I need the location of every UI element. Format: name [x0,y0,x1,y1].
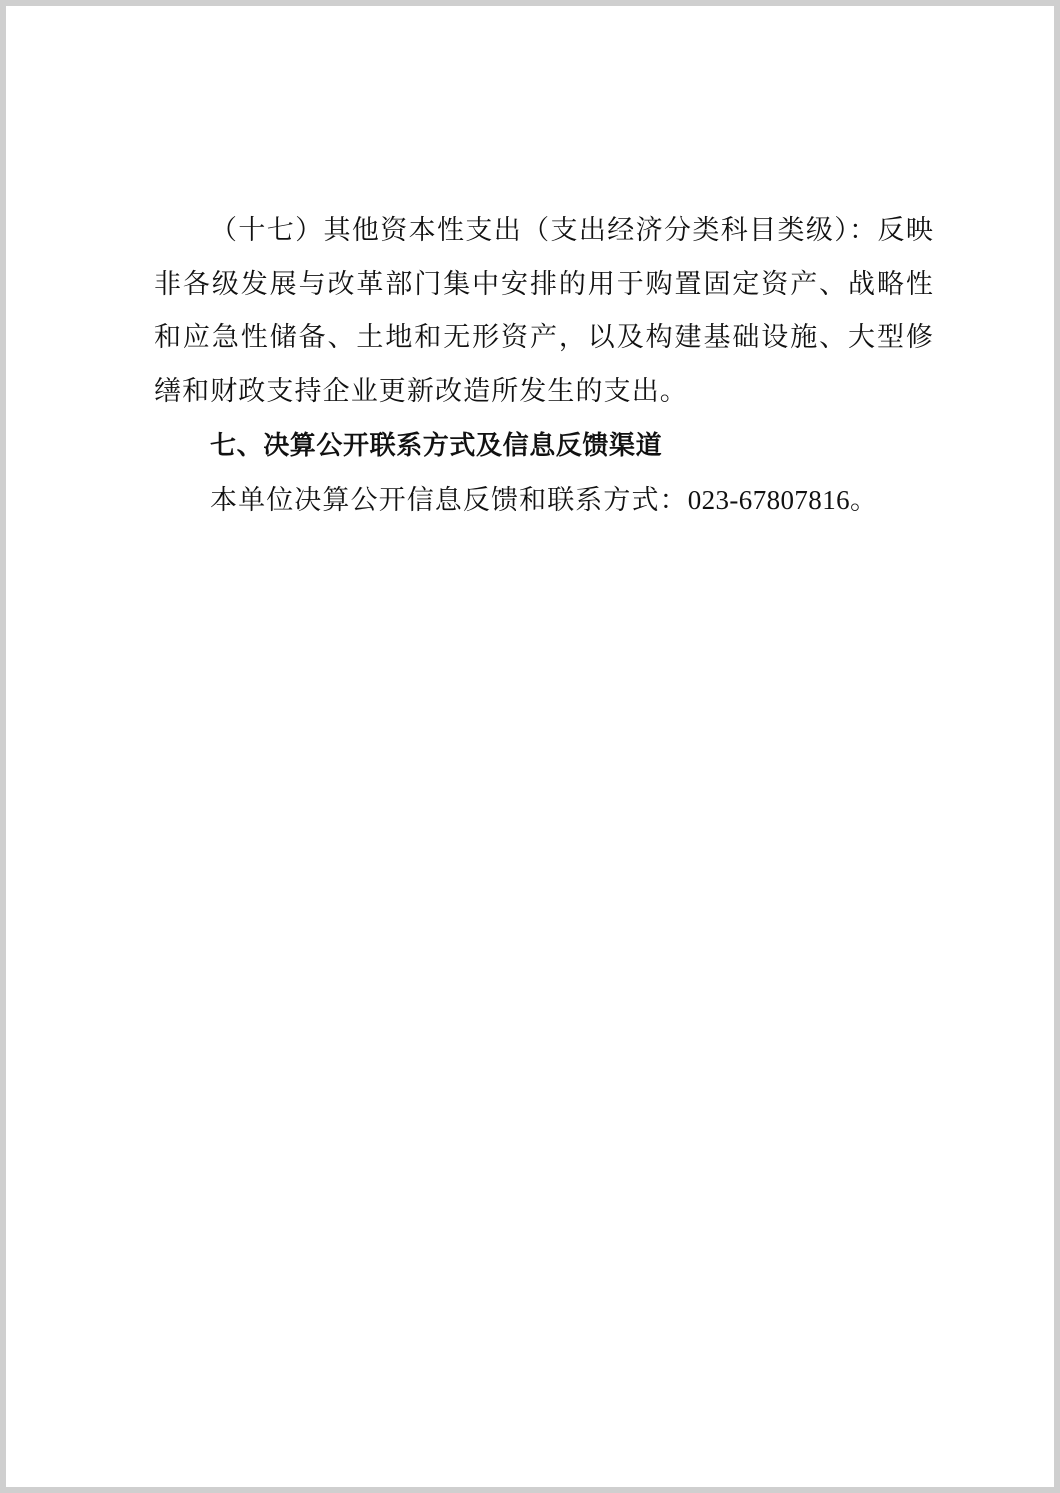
paragraph-other-capital-expenditure: （十七）其他资本性支出（支出经济分类科目类级）：反映非各级发展与改革部门集中安排的用于购置固定资产、战略性和应急性储备、土地和无形资产，以及构建基础设施、大型修缮和财政支持企业更新改造所发生的支出。 [154,215,934,407]
section-heading-contact: 七、决算公开联系方式及信息反馈渠道 [210,431,663,461]
contact-label: 本单位决算公开信息反馈和联系方式： [210,485,688,516]
contact-phone: 023-67807816 [687,485,850,515]
document-body [154,204,934,527]
contact-line [154,474,934,527]
contact-end: 。 [850,485,879,516]
